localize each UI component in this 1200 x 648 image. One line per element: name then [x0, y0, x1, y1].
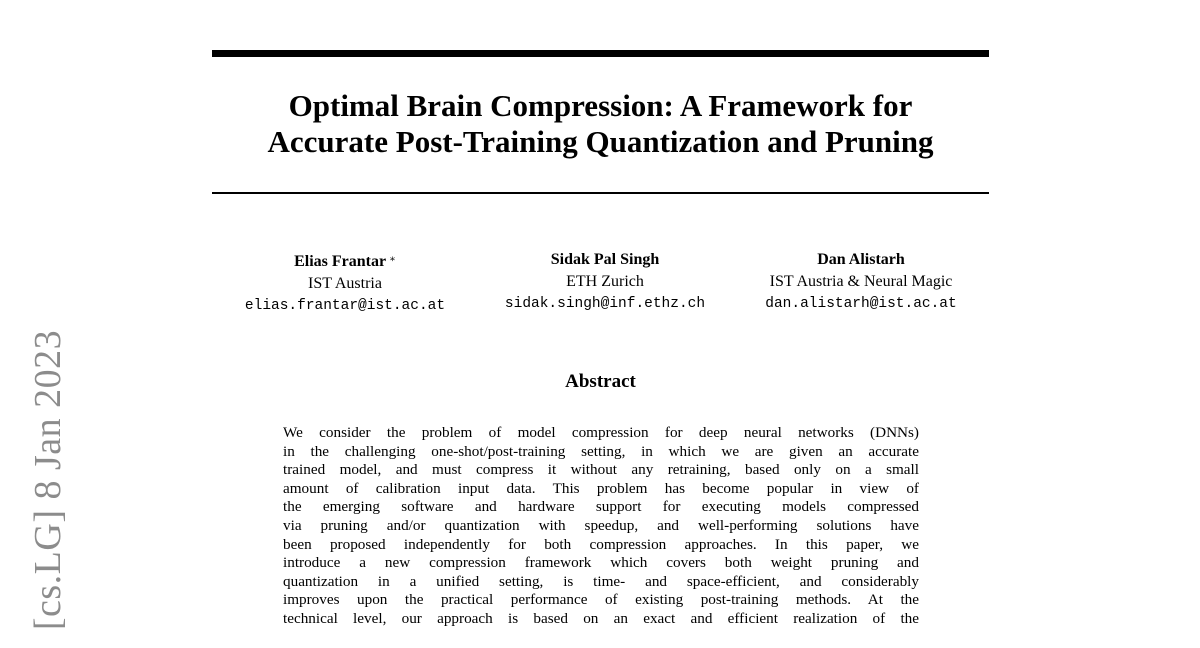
author-affiliation: IST Austria: [308, 275, 382, 292]
author-email: elias.frantar@ist.ac.at: [244, 298, 446, 314]
top-rule: [212, 50, 989, 57]
abstract-line: We consider the problem of model compression for deep neural networks (DNNs): [283, 424, 919, 441]
author-email: dan.alistarh@ist.ac.at: [765, 296, 957, 312]
author-name: Sidak Pal Singh: [550, 251, 660, 268]
author-name: Dan Alistarh: [817, 251, 905, 268]
abstract-line: in the challenging one-shot/post-training setting, in which we are given an accurate: [283, 442, 919, 460]
abstract-line: been proposed independently for both compression approaches. In this paper, we: [283, 535, 919, 553]
abstract-line: technical level, our approach is based on an exact and efficient realization of the: [283, 609, 919, 627]
author-block: [742, 249, 980, 315]
abstract-line: amount of calibration input data. This problem has become popular in view of: [283, 479, 919, 497]
author-block: [486, 249, 724, 315]
abstract-body: [283, 424, 919, 629]
author-affiliation: IST Austria & Neural Magic: [769, 273, 953, 290]
arxiv-stamp-text: [cs.LG] 8 Jan 2023: [27, 329, 69, 631]
title-line-1: Optimal Brain Compression: A Framework for: [288, 88, 913, 123]
author-block: [226, 249, 464, 317]
author-name: Elias Frantar: [294, 253, 387, 270]
abstract-line: introduce a new compression framework which covers both weight pruning and: [283, 554, 919, 572]
author-name-line: [226, 249, 464, 273]
author-email: sidak.singh@inf.ethz.ch: [504, 296, 706, 312]
footnote-mark: ∗: [389, 254, 396, 265]
abstract-line: via pruning and/or quantization with speedup, and well-performing solutions have: [283, 516, 919, 534]
abstract-heading: Abstract: [565, 371, 636, 392]
abstract-line: trained model, and must compress it without any retraining, based only on a small: [283, 461, 919, 479]
title-line-2: Accurate Post-Training Quantization and Pruning: [267, 124, 934, 159]
abstract-line: quantization in a unified setting, is time- and space-efficient, and considerably: [283, 572, 919, 590]
author-affiliation: ETH Zurich: [566, 273, 644, 290]
abstract-line: improves upon the practical performance of existing post-training methods. At the: [283, 591, 919, 609]
abstract-line: the emerging software and hardware support for executing models compressed: [283, 498, 919, 516]
title-rule: [212, 192, 989, 194]
paper-title: [212, 88, 989, 160]
